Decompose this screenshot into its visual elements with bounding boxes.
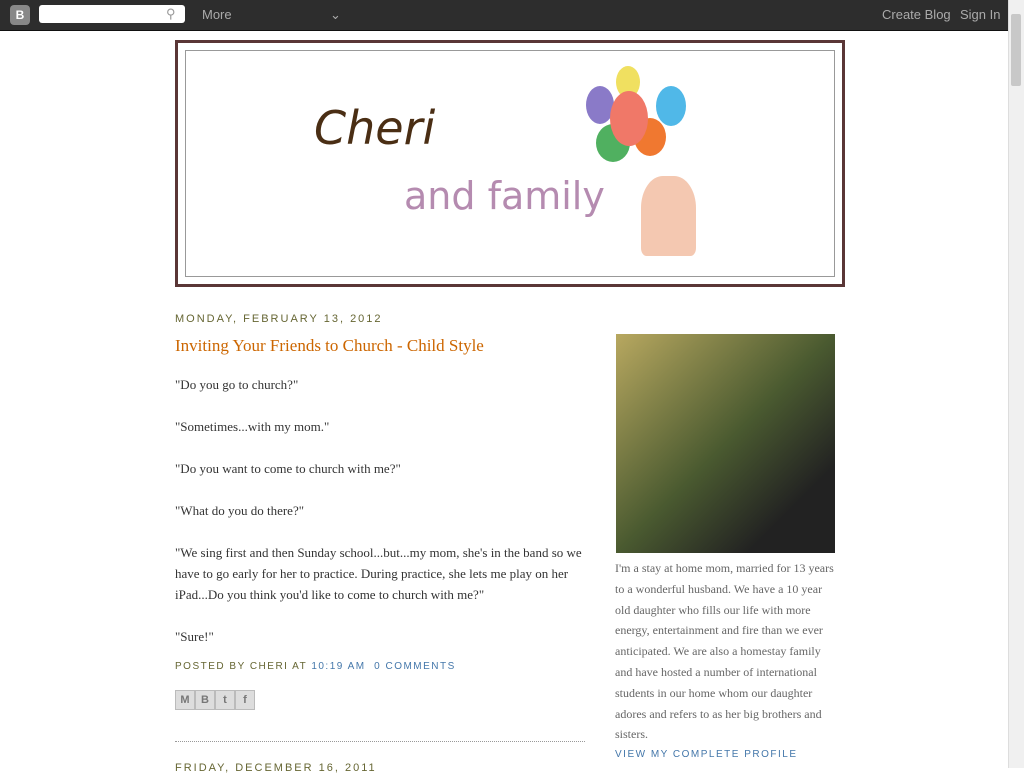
chevron-down-icon[interactable]: ⌄	[330, 7, 341, 22]
view-profile-link[interactable]: VIEW MY COMPLETE PROFILE	[615, 749, 798, 761]
post-paragraph: "We sing first and then Sunday school...but...my mom, she's in the band so we have to go early for her to practice. During practice, she lets me play on her iPad...Do you think you'd like to come to church with me?"	[175, 545, 582, 602]
profile-photo[interactable]	[616, 334, 835, 553]
about-me-text: I'm a stay at home mom, married for 13 years to a wonderful husband. We have a 10 year old daughter who fills our life with more energy, entertainment and fire than we ever anticipated. We are also a homestay family and have hosted a number of international students in our home whom our daughter adores and refers to as her big brothers and sisters.	[615, 561, 834, 742]
email-icon[interactable]: M	[175, 690, 195, 710]
scrollbar[interactable]	[1008, 0, 1024, 768]
post-paragraph: "Do you want to come to church with me?"	[175, 461, 401, 476]
share-buttons	[175, 690, 585, 710]
post-date: MONDAY, FEBRUARY 13, 2012	[175, 313, 383, 325]
post-paragraph: "Do you go to church?"	[175, 377, 299, 392]
balloons-icon	[586, 66, 686, 161]
sidebar	[615, 334, 840, 761]
post-time-link[interactable]: 10:19 AM	[311, 661, 366, 672]
post-paragraph: "Sometimes...with my mom."	[175, 419, 330, 434]
post-footer	[175, 661, 585, 673]
blog-title: Cheri	[314, 101, 436, 155]
create-blog-link[interactable]: Create Blog	[882, 7, 951, 22]
post-divider	[175, 741, 585, 742]
post-paragraph: "Sure!"	[175, 629, 214, 644]
blogger-logo-icon[interactable]: B	[10, 5, 30, 25]
blog-subtitle: and family	[404, 174, 605, 218]
more-menu[interactable]: More	[202, 7, 232, 22]
blog-header[interactable]	[175, 40, 845, 287]
sign-in-link[interactable]: Sign In	[960, 7, 1001, 22]
blogger-icon[interactable]: B	[195, 690, 215, 710]
facebook-icon[interactable]: f	[235, 690, 255, 710]
comments-link[interactable]: 0 COMMENTS	[374, 661, 456, 672]
posted-by: POSTED BY CHERI AT	[175, 661, 308, 672]
scrollbar-thumb[interactable]	[1011, 14, 1021, 86]
search-input[interactable]	[39, 5, 185, 23]
post-date: FRIDAY, DECEMBER 16, 2011	[175, 762, 377, 774]
post-title[interactable]: Inviting Your Friends to Church - Child Style	[175, 336, 484, 355]
header-image	[185, 50, 835, 277]
post-paragraph: "What do you do there?"	[175, 503, 305, 518]
girl-illustration	[641, 176, 696, 256]
twitter-icon[interactable]: t	[215, 690, 235, 710]
post-column	[175, 313, 585, 775]
search-icon[interactable]: ⚲	[166, 6, 176, 21]
navbar	[0, 0, 1009, 31]
